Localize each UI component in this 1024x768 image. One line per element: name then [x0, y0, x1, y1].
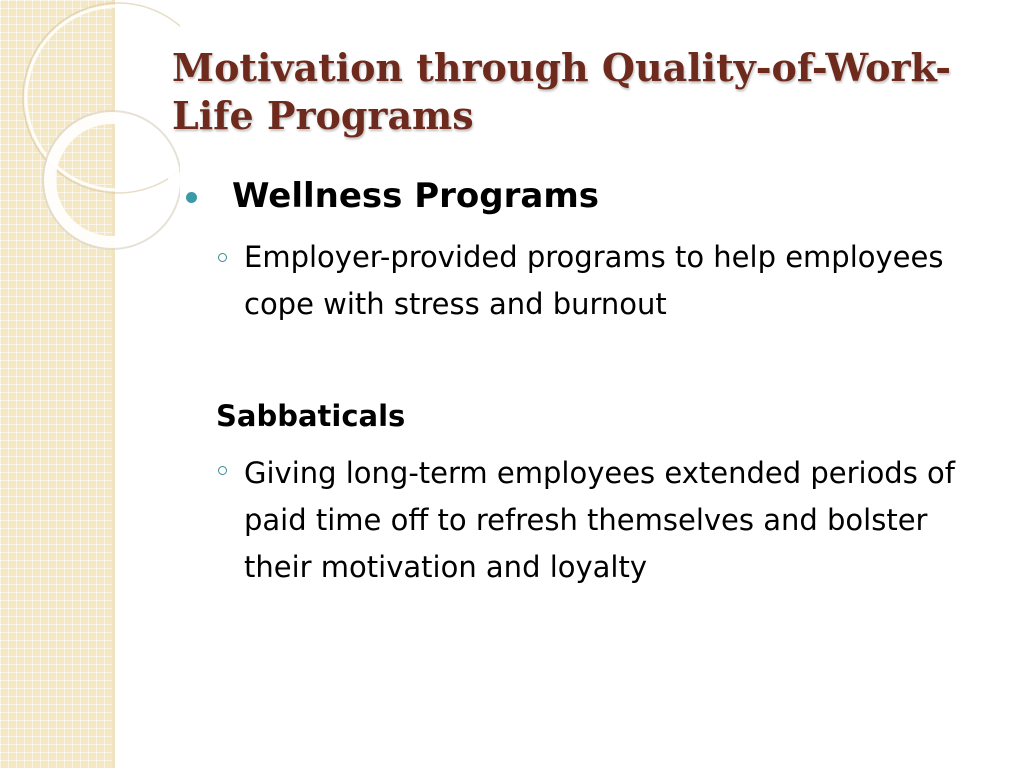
section-point-wellness: Employer-provided programs to help employees cope with stress and burnout	[244, 240, 944, 321]
bullet-icon	[186, 192, 197, 203]
section-heading-wellness: Wellness Programs	[232, 176, 599, 216]
slide-title: Motivation through Quality-of-Work-Life Programs	[172, 45, 952, 138]
sub-bullet-icon	[218, 466, 227, 475]
section-heading-sabbaticals: Sabbaticals	[216, 399, 406, 433]
section-point-sabbaticals: Giving long-term employees extended periods of paid time off to refresh themselves and bolster their motivation and loyalty	[244, 456, 955, 584]
sub-bullet-icon	[218, 253, 227, 262]
